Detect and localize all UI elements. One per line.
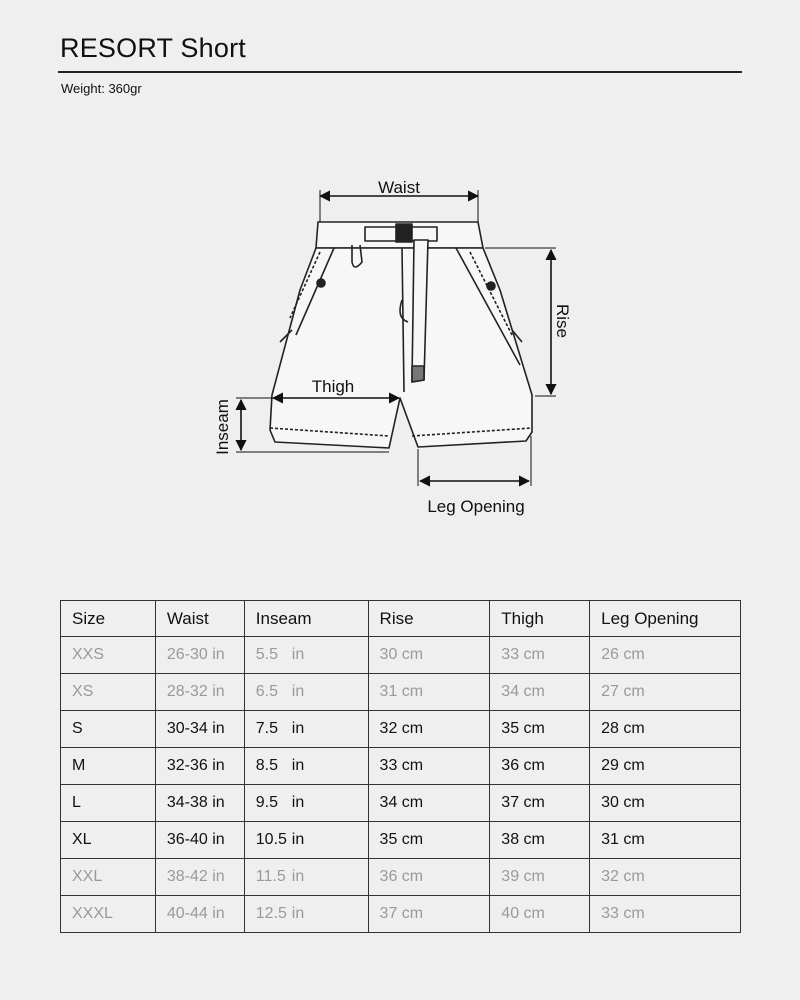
inseam-value: 10.5 [255,831,287,848]
cell-size: XS [61,674,156,711]
inseam-unit: in [291,683,305,700]
cell-waist: 28-32 in [155,674,244,711]
cell-leg-opening: 30 cm [590,785,741,822]
inseam-value: 11.5 [255,868,286,885]
inseam-unit: in [291,905,305,922]
waist-measure [320,178,478,222]
rise-label: Rise [553,303,572,339]
cell-waist: 32-36 in [155,748,244,785]
cell-leg-opening: 32 cm [590,859,741,896]
cell-leg-opening: 29 cm [590,748,741,785]
leg-opening-measure [418,436,531,516]
table-row [61,748,741,785]
inseam-unit: in [291,720,305,737]
cell-leg-opening: 28 cm [590,711,741,748]
cell-size: M [61,748,156,785]
header-thigh: Thigh [490,601,590,637]
cell-waist: 34-38 in [155,785,244,822]
table-row [61,822,741,859]
table-row [61,637,741,674]
cell-size: XL [61,822,156,859]
cell-size: XXS [61,637,156,674]
cell-waist: 30-34 in [155,711,244,748]
cell-leg-opening: 27 cm [590,674,741,711]
cell-inseam [244,674,368,711]
cell-size: S [61,711,156,748]
cell-rise: 34 cm [368,785,490,822]
shorts-illustration [270,222,532,448]
inseam-value: 12.5 [255,905,287,922]
inseam-value: 5.5 [255,646,279,663]
inseam-unit: in [291,794,305,811]
cell-rise: 33 cm [368,748,490,785]
inseam-unit: in [291,757,305,774]
cell-inseam [244,859,368,896]
cell-leg-opening: 26 cm [590,637,741,674]
leg-opening-label: Leg Opening [427,497,525,516]
cell-thigh: 40 cm [490,896,590,933]
cell-rise: 37 cm [368,896,490,933]
cell-size: XXL [61,859,156,896]
header-size: Size [61,601,156,637]
cell-thigh: 34 cm [490,674,590,711]
weight-text: Weight: 360gr [61,81,142,96]
cell-size: L [61,785,156,822]
cell-waist: 36-40 in [155,822,244,859]
inseam-label: Inseam [213,399,232,455]
cell-thigh: 33 cm [490,637,590,674]
table-row [61,674,741,711]
cell-thigh: 38 cm [490,822,590,859]
cell-size: XXXL [61,896,156,933]
table-row [61,711,741,748]
cell-inseam [244,785,368,822]
table-row [61,859,741,896]
header-rise: Rise [368,601,490,637]
cell-waist: 40-44 in [155,896,244,933]
cell-leg-opening: 31 cm [590,822,741,859]
table-row [61,896,741,933]
inseam-value: 9.5 [255,794,279,811]
cell-thigh: 37 cm [490,785,590,822]
inseam-unit: in [291,831,305,848]
cell-inseam [244,748,368,785]
cell-rise: 31 cm [368,674,490,711]
cell-rise: 30 cm [368,637,490,674]
cell-inseam [244,822,368,859]
waist-label: Waist [378,178,420,197]
cell-thigh: 35 cm [490,711,590,748]
inseam-unit: in [291,646,305,663]
header-leg-opening: Leg Opening [590,601,741,637]
thigh-label: Thigh [311,377,355,396]
table-header-row [61,601,741,637]
cell-leg-opening: 33 cm [590,896,741,933]
inseam-value: 8.5 [255,757,279,774]
cell-rise: 32 cm [368,711,490,748]
cell-inseam [244,896,368,933]
cell-inseam [244,711,368,748]
inseam-value: 7.5 [255,720,279,737]
inseam-value: 6.5 [255,683,279,700]
cell-waist: 26-30 in [155,637,244,674]
table-row [61,785,741,822]
size-chart-table [60,600,741,933]
cell-thigh: 36 cm [490,748,590,785]
cell-rise: 35 cm [368,822,490,859]
cell-thigh: 39 cm [490,859,590,896]
cell-rise: 36 cm [368,859,490,896]
header-waist: Waist [155,601,244,637]
header-inseam: Inseam [244,601,368,637]
cell-inseam [244,637,368,674]
inseam-unit: in [291,868,305,885]
cell-waist: 38-42 in [155,859,244,896]
page-title: RESORT Short [60,33,246,63]
